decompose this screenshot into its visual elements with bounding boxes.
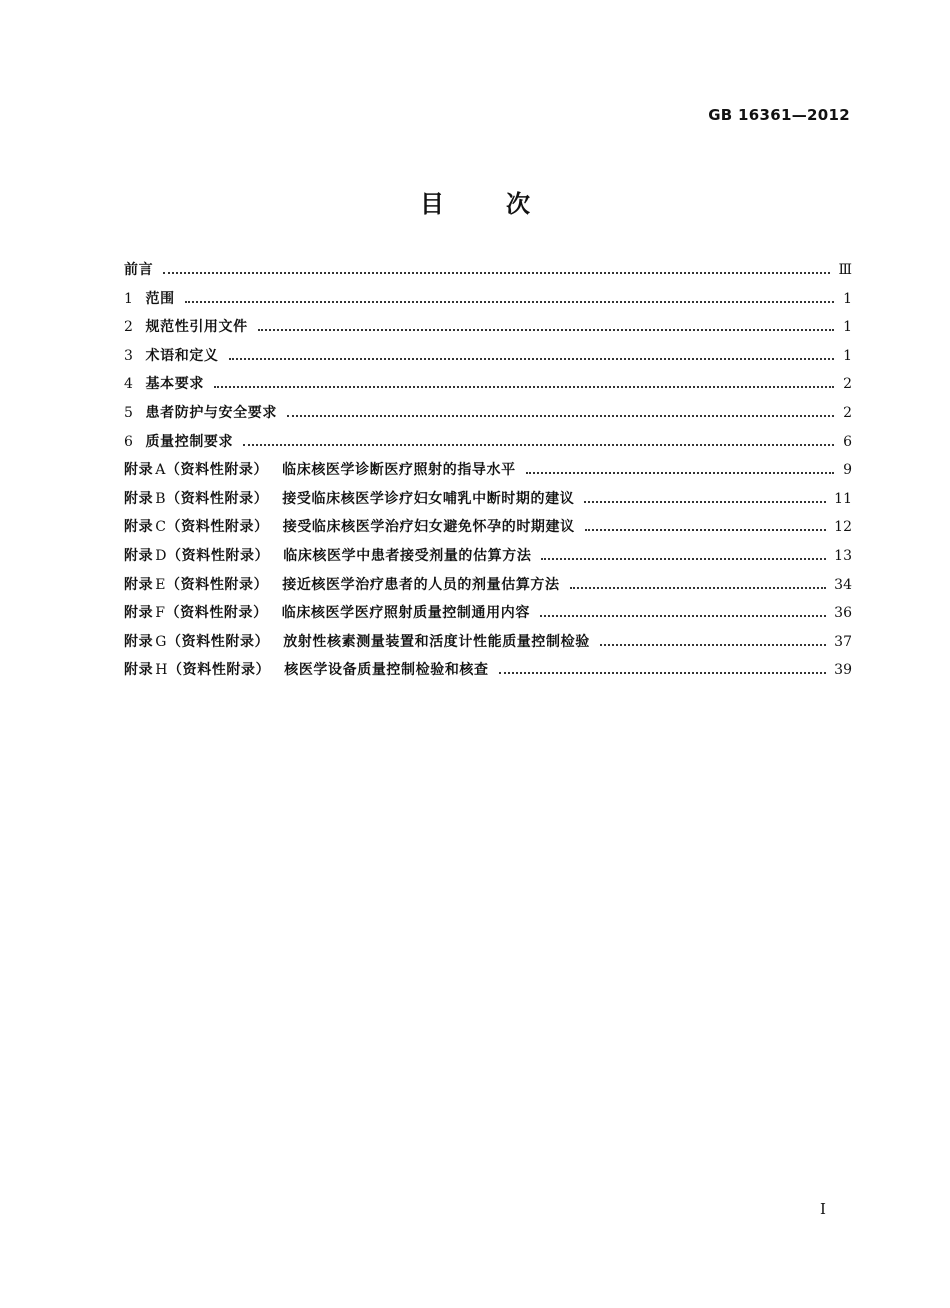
toc-entry-page: 2 xyxy=(843,404,852,421)
toc-leader-dots xyxy=(570,587,827,589)
toc-leader-dots xyxy=(163,272,830,274)
appendix-title: 临床核医学诊断医疗照射的指导水平 xyxy=(282,462,516,479)
toc-entry-label xyxy=(124,431,233,451)
toc-entry-number: 1 xyxy=(124,290,134,307)
toc-entry-number: 6 xyxy=(124,433,134,450)
toc-entry-label xyxy=(124,288,175,308)
appendix-kind: （资料性附录） xyxy=(165,605,268,622)
toc-appendix-label xyxy=(124,459,516,479)
toc-entry-label xyxy=(124,345,219,365)
page-number: I xyxy=(820,1200,826,1218)
toc-appendix-g[interactable] xyxy=(124,631,852,660)
toc-entry-page: 9 xyxy=(843,462,852,479)
toc-leader-dots xyxy=(499,672,827,674)
toc-entry-normative-references[interactable] xyxy=(124,316,852,345)
toc-appendix-a[interactable] xyxy=(124,459,852,488)
toc-leader-dots xyxy=(584,501,826,503)
toc-entry-basic-requirements[interactable] xyxy=(124,373,852,402)
appendix-letter: H xyxy=(155,662,169,679)
appendix-title: 接近核医学治疗患者的人员的剂量估算方法 xyxy=(282,576,560,593)
appendix-prefix: 附录 xyxy=(124,576,154,593)
toc-appendix-f[interactable] xyxy=(124,602,852,631)
toc-entry-label xyxy=(124,316,248,336)
toc-appendix-label xyxy=(124,631,590,651)
toc-entry-page: 11 xyxy=(834,490,852,507)
toc-leader-dots xyxy=(258,329,834,331)
toc-appendix-d[interactable] xyxy=(124,545,852,574)
toc-entry-page: 6 xyxy=(843,433,852,450)
appendix-kind: （资料性附录） xyxy=(166,576,269,593)
appendix-title: 接受临床核医学治疗妇女避免怀孕的时期建议 xyxy=(282,519,575,536)
appendix-kind: （资料性附录） xyxy=(165,462,269,479)
toc-entry-title: 质量控制要求 xyxy=(145,433,234,450)
toc-appendix-label xyxy=(124,574,560,594)
toc-entry-page: 1 xyxy=(843,290,852,307)
standard-code: GB 16361—2012 xyxy=(708,106,850,124)
appendix-prefix: 附录 xyxy=(124,462,154,479)
appendix-prefix: 附录 xyxy=(124,633,154,650)
appendix-title: 接受临床核医学诊疗妇女哺乳中断时期的建议 xyxy=(282,490,575,507)
toc-entry-page: 1 xyxy=(843,319,852,336)
toc-appendix-b[interactable] xyxy=(124,488,852,517)
toc-leader-dots xyxy=(243,444,834,446)
toc-entry-title: 术语和定义 xyxy=(145,347,219,364)
appendix-kind: （资料性附录） xyxy=(166,490,269,507)
toc-appendix-label xyxy=(124,516,575,536)
toc-entry-number: 2 xyxy=(124,319,134,336)
toc-entry-page: 34 xyxy=(834,576,852,593)
toc-appendix-c[interactable] xyxy=(124,516,852,545)
toc-leader-dots xyxy=(541,558,826,560)
toc-entry-number: 4 xyxy=(124,376,134,393)
toc-entry-page: 37 xyxy=(834,633,852,650)
toc-entry-scope[interactable] xyxy=(124,288,852,317)
toc-leader-dots xyxy=(600,644,826,646)
toc-appendix-h[interactable] xyxy=(124,659,852,688)
appendix-letter: G xyxy=(155,633,167,650)
toc-entry-label xyxy=(124,373,204,393)
toc-entry-label xyxy=(124,402,277,422)
appendix-prefix: 附录 xyxy=(124,662,154,679)
appendix-letter: B xyxy=(155,490,167,507)
appendix-prefix: 附录 xyxy=(124,490,154,507)
toc-leader-dots xyxy=(287,415,834,417)
toc-entry-page: 12 xyxy=(834,519,852,536)
toc-leader-dots xyxy=(526,472,834,474)
toc-appendix-label xyxy=(124,488,574,508)
toc-appendix-label xyxy=(124,545,531,565)
toc-entry-page: 39 xyxy=(834,662,852,679)
appendix-title: 放射性核素测量装置和活度计性能质量控制检验 xyxy=(283,633,590,650)
toc-appendix-label xyxy=(124,602,530,622)
toc-entry-title: 前言 xyxy=(124,262,154,278)
toc-title: 目次 xyxy=(420,190,592,218)
toc-entry-foreword[interactable] xyxy=(124,259,852,288)
toc-entry-title: 患者防护与安全要求 xyxy=(145,404,277,421)
toc-entry-page: 13 xyxy=(834,547,852,564)
appendix-title: 临床核医学医疗照射质量控制通用内容 xyxy=(281,605,530,622)
toc-entry-page: 2 xyxy=(843,376,852,393)
appendix-prefix: 附录 xyxy=(124,605,154,622)
toc-entry-number: 3 xyxy=(124,347,134,364)
toc-entry-title: 基本要求 xyxy=(145,376,204,393)
toc-entry-page: Ⅲ xyxy=(838,262,852,278)
appendix-letter: D xyxy=(155,547,168,564)
appendix-title: 核医学设备质量控制检验和核查 xyxy=(284,662,489,679)
toc-entry-title: 范围 xyxy=(145,290,175,307)
toc-leader-dots xyxy=(540,615,826,617)
table-of-contents xyxy=(124,259,852,688)
toc-appendix-e[interactable] xyxy=(124,574,852,603)
appendix-prefix: 附录 xyxy=(124,547,154,564)
toc-entry-page: 1 xyxy=(843,347,852,364)
toc-entry-title: 规范性引用文件 xyxy=(145,319,248,336)
toc-leader-dots xyxy=(214,386,834,388)
appendix-kind: （资料性附录） xyxy=(168,662,271,679)
toc-leader-dots xyxy=(229,358,834,360)
appendix-letter: E xyxy=(155,576,167,593)
appendix-letter: F xyxy=(155,605,166,622)
toc-entry-page: 36 xyxy=(834,605,852,622)
toc-appendix-label xyxy=(124,659,489,679)
toc-entry-patient-protection[interactable] xyxy=(124,402,852,431)
toc-leader-dots xyxy=(185,301,834,303)
toc-leader-dots xyxy=(585,529,826,531)
appendix-kind: （资料性附录） xyxy=(167,633,270,650)
appendix-letter: C xyxy=(155,519,167,536)
toc-entry-terms[interactable] xyxy=(124,345,852,374)
toc-entry-number: 5 xyxy=(124,404,134,421)
toc-entry-quality-control[interactable] xyxy=(124,431,852,460)
appendix-prefix: 附录 xyxy=(124,519,154,536)
appendix-title: 临床核医学中患者接受剂量的估算方法 xyxy=(283,547,532,564)
appendix-kind: （资料性附录） xyxy=(166,519,269,536)
appendix-kind: （资料性附录） xyxy=(167,547,270,564)
appendix-letter: A xyxy=(155,462,166,479)
